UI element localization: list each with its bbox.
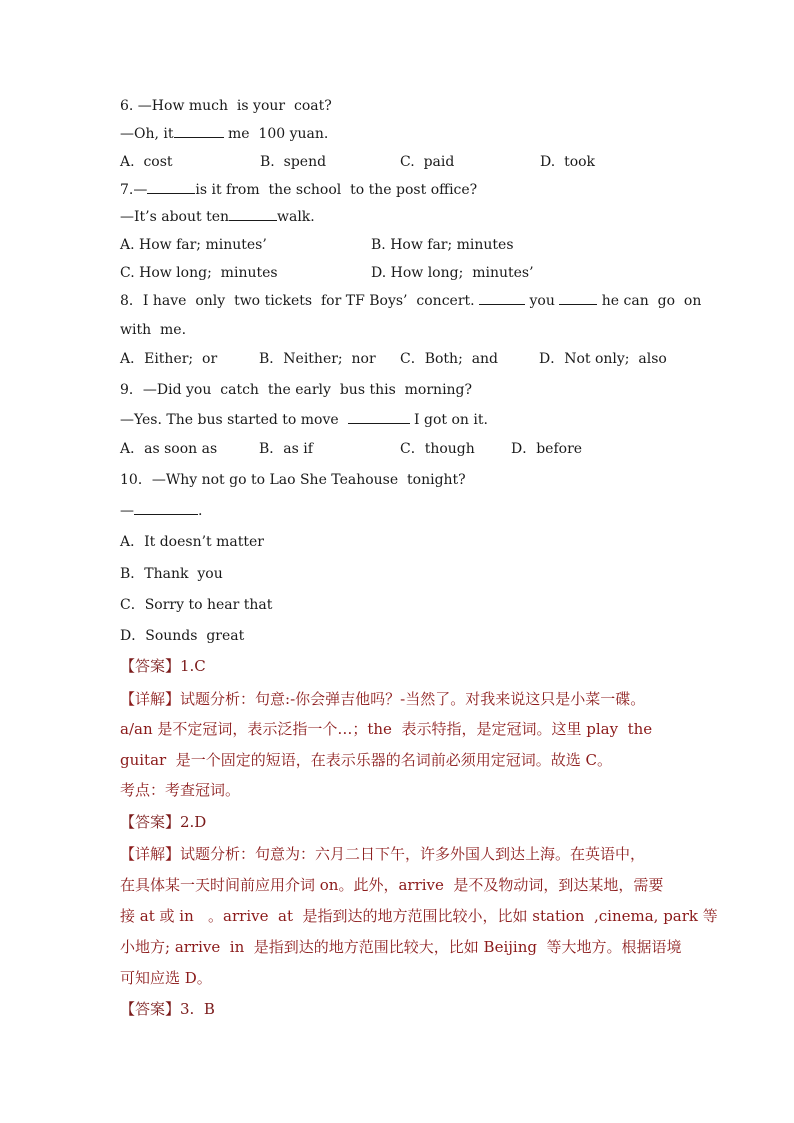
q7-option-b: B. How far; minutes [371, 237, 514, 253]
answer-2-detail-line-2: 在具体某一天时间前应用介词 on。此外，arrive 是不及物动词，到达某地，需要 [120, 876, 664, 894]
q6-reply-post: me 100 yuan. [223, 126, 329, 142]
q8-blank-2 [559, 292, 597, 305]
q9-reply-pre: —Yes. The bus started to move [120, 412, 348, 428]
answer-2-detail-line-3: 接 at 或 in 。arrive at 是指到达的地方范围比较小，比如 station ,cinema, park 等 [120, 907, 718, 925]
q8-line-2: with me. [120, 322, 187, 338]
q10-option-a: A．It doesn’t matter [120, 534, 264, 550]
q10-option-c: C．Sorry to hear that [120, 597, 273, 613]
q10-option-d: D．Sounds great [120, 628, 245, 644]
answer-3-label: 【答案】3. B [120, 1000, 215, 1018]
answer-2-detail-line-4: 小地方; arrive in 是指到达的地方范围比较大，比如 Beijing 等大地方。根据语境 [120, 938, 682, 956]
q7-blank-2 [229, 208, 277, 221]
q8-option-b: B．Neither; nor [259, 351, 376, 367]
q7-reply [120, 208, 315, 226]
q9-option-d: D．before [511, 441, 583, 457]
q6-option-a: A. cost [120, 154, 173, 170]
q6-reply-pre: —Oh, it [120, 126, 174, 142]
q8-option-c: C．Both; and [400, 351, 499, 367]
answer-2-label: 【答案】2.D [120, 813, 207, 831]
q8-line-1-a: 8．I have only two tickets for TF Boys’ concert. [120, 293, 480, 309]
q7-option-c: C. How long; minutes [120, 265, 278, 281]
q6-blank [174, 125, 224, 138]
q6-option-c: C. paid [400, 154, 455, 170]
q9-reply [120, 411, 488, 429]
q8-option-a: A．Either; or [120, 351, 218, 367]
answer-1-detail-line-3: guitar 是一个固定的短语，在表示乐器的名词前必须用定冠词。故选 C。 [120, 751, 612, 769]
q7-stem-pre: 7.— [120, 182, 148, 198]
q8-line-1 [120, 292, 701, 310]
q6-stem: 6. —How much is your coat? [120, 98, 332, 114]
answer-1-detail-line-2: a/an 是不定冠词，表示泛指一个…；the 表示特指，是定冠词。这里 play the [120, 720, 653, 738]
q10-blank [134, 502, 198, 515]
q7-stem-post: is it from the school to the post office? [195, 182, 478, 198]
q6-option-b: B. spend [260, 154, 327, 170]
q10-option-b: B．Thank you [120, 566, 223, 582]
answer-2-detail-text-1: 试题分析：句意为：六月二日下午，许多外国人到达上海。在英语中， [180, 845, 646, 863]
q8-blank-1 [479, 292, 525, 305]
q10-stem: 10．—Why not go to Lao She Teahouse tonight? [120, 472, 466, 488]
q8-line-1-c: he can go on [597, 293, 702, 309]
q7-option-a: A. How far; minutes’ [120, 237, 267, 253]
q10-reply-pre: — [120, 503, 134, 519]
answer-1-detail-line-4: 考点：考查冠词。 [120, 781, 241, 799]
q8-line-1-b: you [525, 293, 560, 309]
q10-reply-post: . [198, 503, 203, 519]
answer-1-detail-tag: 【详解】 [120, 690, 181, 708]
q8-option-d: D．Not only; also [539, 351, 667, 367]
q7-reply-pre: —It’s about ten [120, 209, 229, 225]
answer-1-detail-text-1: 试题分析：句意:-你会弹吉他吗？-当然了。对我来说这只是小菜一碟。 [180, 690, 646, 708]
q7-blank-1 [147, 181, 195, 194]
q6-option-d: D. took [540, 154, 596, 170]
q9-stem: 9．—Did you catch the early bus this morning? [120, 382, 473, 398]
q9-option-b: B．as if [259, 441, 313, 457]
q7-stem [120, 181, 477, 199]
answer-2-detail-tag: 【详解】 [120, 845, 181, 863]
q6-reply [120, 125, 328, 143]
q9-blank [348, 411, 410, 424]
q9-option-a: A．as soon as [120, 441, 218, 457]
q7-option-d: D. How long; minutes’ [371, 265, 534, 281]
answer-1-detail-line-1 [120, 690, 645, 708]
answer-2-detail-line-1 [120, 845, 645, 863]
answer-2-detail-line-5: 可知应选 D。 [120, 969, 212, 987]
q9-option-c: C．though [400, 441, 475, 457]
q9-reply-post: I got on it. [409, 412, 488, 428]
q7-reply-post: walk. [277, 209, 315, 225]
q10-reply [120, 502, 202, 520]
answer-1-label: 【答案】1.C [120, 657, 206, 675]
